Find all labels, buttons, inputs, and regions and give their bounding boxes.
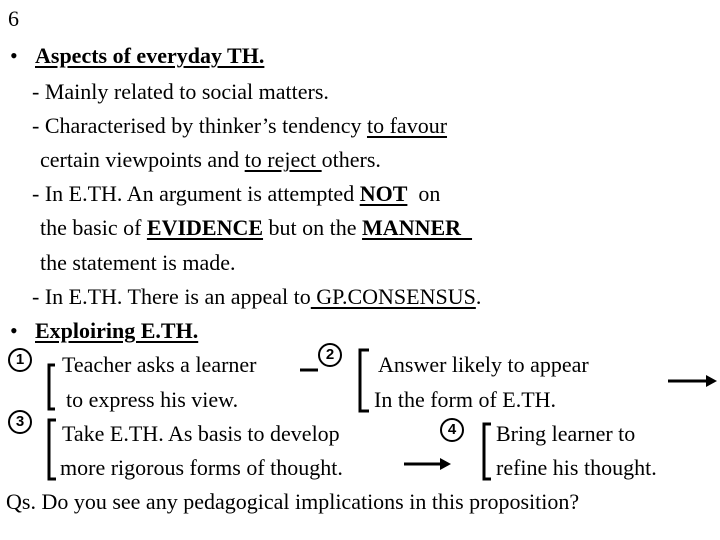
text-consensus: GP.CONSENSUS xyxy=(310,284,476,309)
text-not: NOT xyxy=(359,181,408,206)
step-2-line-1: Answer likely to appear xyxy=(378,352,589,377)
text-line-3-plain: certain viewpoints and xyxy=(40,147,245,172)
step-4-line-1: Bring learner to xyxy=(496,421,636,446)
text-line-5-mid: but on the xyxy=(263,215,363,240)
heading-exploring: Exploiring E.TH. xyxy=(35,318,199,343)
bracket-step-4 xyxy=(484,424,491,479)
text-line-4-end: on xyxy=(407,181,441,206)
text-reject: to reject xyxy=(244,147,322,172)
step-1-number: 1 xyxy=(8,348,32,372)
text-line-2 xyxy=(32,113,447,139)
bullet-1: • xyxy=(10,43,18,68)
bullet-2: • xyxy=(10,318,18,343)
step-3-line-1: Take E.TH. As basis to develop xyxy=(62,421,340,446)
text-line-7-end: . xyxy=(475,284,482,309)
step-4-line-2: refine his thought. xyxy=(496,455,657,480)
step-2-number: 2 xyxy=(318,343,342,367)
text-line-7-plain: - In E.TH. There is an appeal to xyxy=(32,284,311,309)
text-line-2-plain: - Characterised by thinker’s tendency xyxy=(32,113,367,138)
text-line-5-plain: the basic of xyxy=(40,215,147,240)
text-line-3-end: others. xyxy=(321,147,381,172)
text-line-6: the statement is made. xyxy=(40,250,236,275)
text-manner: MANNER xyxy=(362,215,473,240)
arrow-head-3-4 xyxy=(440,458,451,470)
arrow-head-2-3 xyxy=(706,375,717,387)
slide-number: 6 xyxy=(8,6,19,31)
step-4-number: 4 xyxy=(440,418,464,442)
step-3-line-2: more rigorous forms of thought. xyxy=(60,455,343,480)
question-text: Qs. Do you see any pedagogical implications in this proposition? xyxy=(6,489,580,514)
text-favour: to favour xyxy=(366,113,448,138)
text-line-7 xyxy=(32,284,481,310)
bracket-step-3 xyxy=(49,420,56,479)
text-line-5 xyxy=(40,215,472,241)
step-1-line-1: Teacher asks a learner xyxy=(62,352,257,377)
bracket-step-1 xyxy=(49,365,55,409)
text-line-3 xyxy=(40,147,381,173)
step-1-line-2: to express his view. xyxy=(66,387,239,412)
text-line-4 xyxy=(32,181,440,207)
heading-aspects: Aspects of everyday TH. xyxy=(35,43,265,68)
bracket-step-2 xyxy=(360,350,369,411)
text-line-1: - Mainly related to social matters. xyxy=(32,79,329,104)
step-2-line-2: In the form of E.TH. xyxy=(374,387,557,412)
step-3-number: 3 xyxy=(8,410,32,434)
text-line-4-plain: - In E.TH. An argument is attempted xyxy=(32,181,360,206)
text-evidence: EVIDENCE xyxy=(146,215,264,240)
